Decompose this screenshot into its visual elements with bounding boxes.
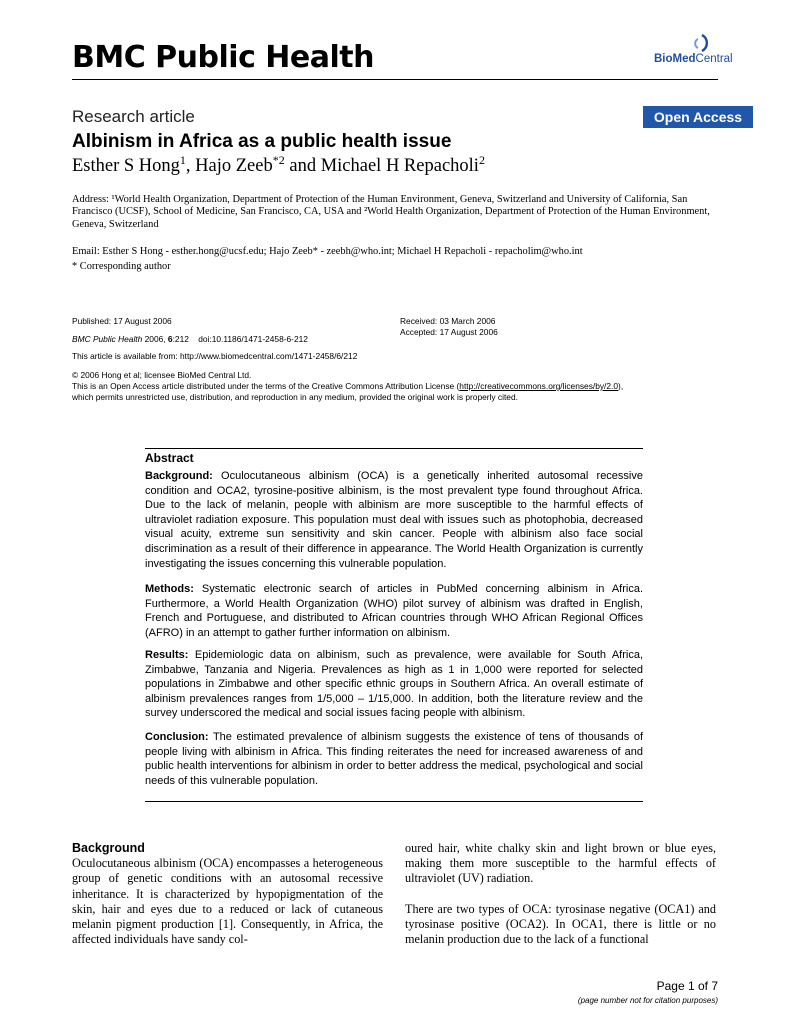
article-title: Albinism in Africa as a public health issue bbox=[72, 131, 452, 152]
biomed-arc-icon bbox=[654, 31, 724, 55]
abstract-background-text: Oculocutaneous albinism (OCA) is a genetically inherited autosomal recessive condition and OCA2, tyrosine-positive albinism, is the most prevalent type found throughout Africa. Due to the lack of melanin, people with albinism are more susceptible to the harmful effects of ultraviolet radiation exposure. This population must deal with issues such as photophobia, decreased visual acuity, extreme sun sensitivity and skin cancer. People with albinism also face social discrimination as a result of their difference in appearance. The World Health Organization is currently investigating the issues concerning this vulnerable population. bbox=[145, 470, 643, 570]
article-type: Research article bbox=[72, 107, 195, 126]
license-suffix: ), bbox=[618, 381, 624, 391]
abstract-results-text: Epidemiologic data on albinism, such as prevalence, were available for South Africa, Zimbabwe, Tanzania and Nigeria. Prevalences as high as 1 in 1,000 were reported for selected populations in Zimbabwe and other specific ethnic groups in Southern Africa. An overall estimate of albinism prevalences ranges from 1/5,000 – 1/15,000. In addition, both the literature review and the survey underscored the medical and social issues facing people with albinism. bbox=[145, 649, 643, 720]
article-url[interactable]: This article is available from: http://www.biomedcentral.com/1471-2458/6/212 bbox=[72, 351, 358, 361]
accepted-date: Accepted: 17 August 2006 bbox=[400, 327, 498, 337]
citation-journal: BMC Public Health bbox=[72, 334, 143, 344]
license-line bbox=[72, 381, 623, 392]
author-name: Hajo Zeeb bbox=[195, 156, 273, 177]
open-access-badge: Open Access bbox=[643, 106, 753, 128]
affiliation-address: Address: ¹World Health Organization, Department of Protection of the Human Environment, Geneva, Switzerland and University of California, San Francisco (UCSF), School of Medicine, San Francisco, CA, USA and ²World Health Organization, Department of Protection of the Human Environment, Geneva, Switzerland bbox=[72, 194, 710, 230]
author-affiliation-mark: 2 bbox=[478, 153, 485, 167]
author-name: Michael H Repacholi bbox=[320, 156, 479, 177]
license-terms: which permits unrestricted use, distribution, and reproduction in any medium, provided the original work is properly cited. bbox=[72, 392, 518, 402]
license-prefix: This is an Open Access article distributed under the terms of the Creative Commons Attribution License ( bbox=[72, 381, 460, 391]
abstract-background-label: Background: bbox=[145, 470, 213, 482]
citation-doi: :212 doi:10.1186/1471-2458-6-212 bbox=[172, 334, 308, 344]
author-list bbox=[72, 153, 485, 177]
copyright: © 2006 Hong et al; licensee BioMed Central Ltd. bbox=[72, 370, 252, 380]
citation-year: 2006, bbox=[142, 334, 168, 344]
abstract-methods-label: Methods: bbox=[145, 583, 194, 595]
abstract-conclusion-text: The estimated prevalence of albinism suggests the existence of tens of thousands of people living with albinism in Africa. This finding reiterates the need for increased awareness of and public health interventions for albinism in order to better address the medical, psychological and social needs of this vulnerable population. bbox=[145, 731, 643, 787]
abstract-top-rule bbox=[145, 448, 643, 449]
abstract-bottom-rule bbox=[145, 801, 643, 802]
page-number: Page 1 of 7 bbox=[656, 979, 718, 993]
author-affiliation-mark: 1 bbox=[179, 153, 186, 167]
abstract-methods bbox=[145, 582, 643, 640]
section-heading-background: Background bbox=[72, 841, 145, 855]
body-paragraph-2: oured hair, white chalky skin and light brown or blue eyes, making them more susceptible to the harmful effects of ultraviolet (UV) radiation. bbox=[405, 841, 716, 886]
author-emails[interactable]: Email: Esther S Hong - esther.hong@ucsf.edu; Hajo Zeeb* - zeebh@who.int; Michael H Repacholi - repacholim@who.int bbox=[72, 246, 583, 257]
abstract-results-label: Results: bbox=[145, 649, 189, 661]
body-right-column bbox=[405, 841, 716, 947]
abstract-background bbox=[145, 469, 643, 571]
publisher-logo[interactable] bbox=[654, 31, 733, 71]
citation bbox=[72, 334, 308, 345]
abstract-heading: Abstract bbox=[145, 451, 194, 465]
abstract-results bbox=[145, 648, 643, 721]
body-paragraph-3: There are two types of OCA: tyrosinase negative (OCA1) and tyrosinase positive (OCA2). In OCA1, there is little or no melanin production due to the lack of a functional bbox=[405, 901, 716, 947]
license-link[interactable]: http://creativecommons.org/licenses/by/2.0 bbox=[459, 381, 619, 391]
abstract-conclusion bbox=[145, 730, 643, 788]
journal-title: BMC Public Health bbox=[72, 40, 374, 75]
body-left-column bbox=[72, 841, 383, 947]
page-number-note: (page number not for citation purposes) bbox=[577, 996, 718, 1005]
header-divider bbox=[72, 79, 718, 80]
publisher-rest: Central bbox=[695, 53, 733, 65]
publisher-brand: BioMed bbox=[654, 53, 696, 65]
author-separator: , bbox=[185, 156, 196, 177]
corresponding-note: * Corresponding author bbox=[72, 261, 171, 272]
received-date: Received: 03 March 2006 bbox=[400, 316, 496, 326]
author-name: Esther S Hong bbox=[72, 156, 180, 177]
published-date: Published: 17 August 2006 bbox=[72, 316, 172, 326]
abstract-conclusion-label: Conclusion: bbox=[145, 731, 209, 743]
abstract-methods-text: Systematic electronic search of articles in PubMed concerning albinism in Africa. Furthermore, a World Health Organization (WHO) pilot survey of albinism was drafted in English, French and Portuguese, and distributed to African countries through WHO African Regional Offices (AFRO) in an attempt to gather further information on albinism. bbox=[145, 583, 643, 639]
author-separator: and bbox=[284, 156, 321, 177]
body-paragraph-1: Oculocutaneous albinism (OCA) encompasses a heterogeneous group of genetic conditions with an autosomal recessive inheritance. It is characterized by hypopigmentation of the skin, hair and eyes due to a reduced or lack of cutaneous melanin pigment production [1]. Consequently, in Africa, the affected individuals have sandy col- bbox=[72, 856, 383, 947]
citation-volume: 6 bbox=[167, 334, 173, 344]
author-affiliation-mark: *2 bbox=[272, 153, 285, 167]
